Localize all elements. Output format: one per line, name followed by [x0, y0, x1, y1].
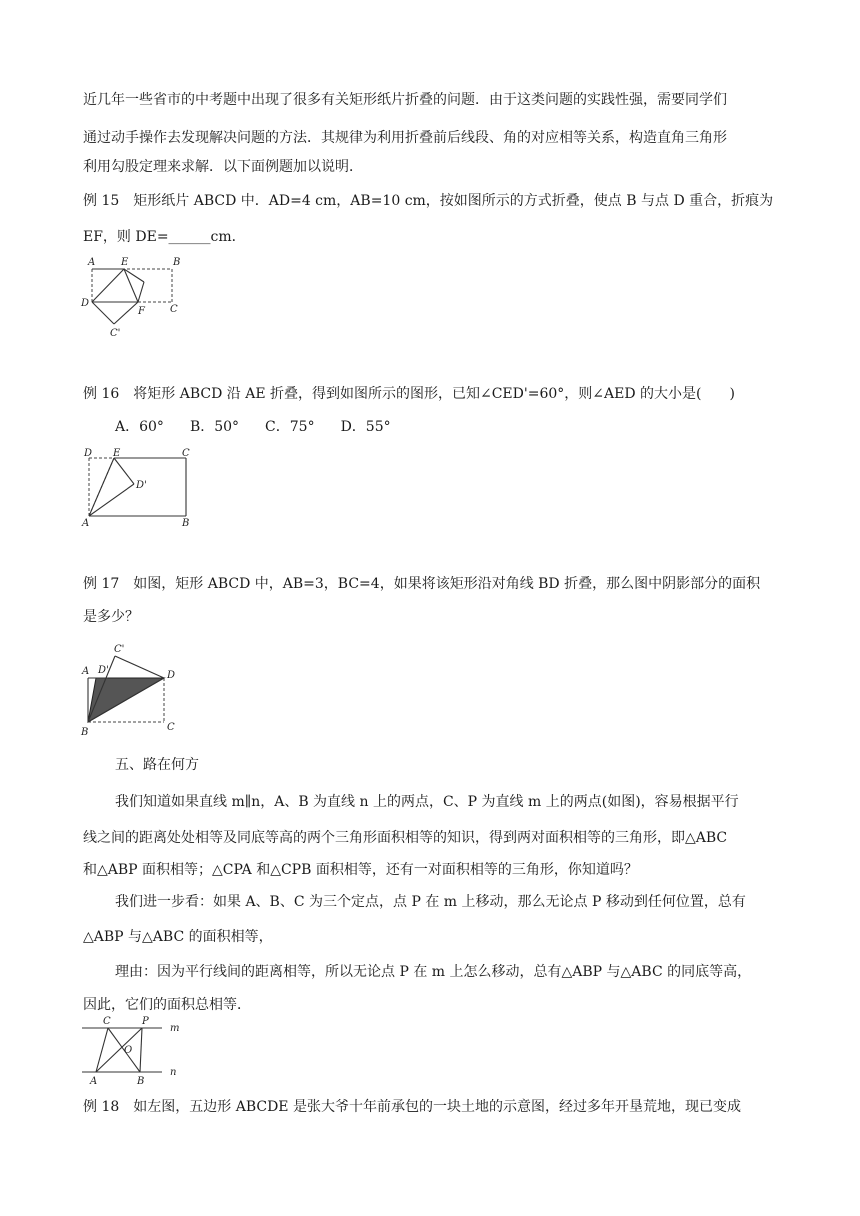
- ex18-line-1: 例 18 如左图，五边形 ABCDE 是张大爷十年前承包的一块土地的示意图，经过多年开垦荒地，现已变成: [83, 1099, 741, 1115]
- ex15-label-c: C: [170, 304, 178, 315]
- ex17-line-2: 是多少？: [83, 609, 139, 625]
- section5-para2-line-1: 我们进一步看：如果 A、B、C 为三个定点，点 P 在 m 上移动，那么无论点 P 移动到任何位置，总有: [115, 894, 746, 910]
- ex15-label-cprime: C': [110, 328, 121, 339]
- ex16-option-b[interactable]: B．50°: [189, 419, 240, 435]
- ex17-label-a: A: [82, 666, 90, 677]
- ex15-line-2: EF，则 DE=______cm．: [83, 229, 246, 245]
- fig-label-m: m: [170, 1023, 180, 1034]
- parallel-lines-solid: [82, 1028, 162, 1072]
- ex17-label-dprime: D': [98, 665, 109, 676]
- ex17-label-c: C: [167, 722, 175, 733]
- parallel-lines-figure: [78, 1016, 188, 1088]
- ex16-option-d[interactable]: D．55°: [340, 419, 391, 435]
- intro-line-1: 近几年一些省市的中考题中出现了很多有关矩形纸片折叠的问题．由于这类问题的实践性强，需要同学们: [83, 92, 727, 108]
- section5-para3-line-1: 理由：因为平行线间的距离相等，所以无论点 P 在 m 上怎么移动，总有△ABP 与△ABC 的同底等高，: [115, 964, 752, 980]
- fig-label-a: A: [90, 1076, 98, 1087]
- ex16-options: [115, 417, 815, 437]
- ex15-label-d: D: [81, 298, 90, 309]
- section5-heading: 五、路在何方: [115, 757, 199, 773]
- ex16-label-d: D: [84, 448, 93, 459]
- ex15-line-1: 例 15 矩形纸片 ABCD 中．AD=4 cm，AB=10 cm，按如图所示的方式折叠，使点 B 与点 D 重合，折痕为: [83, 193, 774, 209]
- section5-para2-line-2: △ABP 与△ABC 的面积相等，: [83, 929, 273, 945]
- ex15-label-e: E: [121, 257, 129, 268]
- intro-line-2: 通过动手操作去发现解决问题的方法．其规律为利用折叠前后线段、角的对应相等关系，构造直角三角形: [83, 130, 727, 146]
- ex15-figure: [78, 254, 188, 338]
- ex16-figure: [78, 446, 198, 530]
- ex16-question: 例 16 将矩形 ABCD 沿 AE 折叠，得到如图所示的图形，已知∠CED'=60°，则∠AED 的大小是( ): [83, 386, 735, 402]
- fig-label-n: n: [170, 1067, 177, 1078]
- ex16-label-a: A: [82, 518, 90, 529]
- ex16-option-c[interactable]: C．75°: [265, 419, 315, 435]
- fig-label-o: O: [124, 1045, 133, 1056]
- ex17-label-d: D: [167, 670, 176, 681]
- ex16-label-c: C: [182, 448, 190, 459]
- fig-label-p: P: [142, 1016, 149, 1027]
- ex15-label-f: F: [138, 306, 145, 317]
- fig-label-b: B: [137, 1076, 145, 1087]
- section5-para1-line-1: 我们知道如果直线 m∥n，A、B 为直线 n 上的两点，C、P 为直线 m 上的两点(如图)，容易根据平行: [115, 794, 739, 810]
- ex16-label-e: E: [113, 448, 121, 459]
- ex16-label-b: B: [182, 518, 190, 529]
- ex15-label-b: B: [173, 257, 181, 268]
- ex15-solid-lines: [92, 269, 144, 324]
- intro-line-3: 利用勾股定理来求解．以下面例题加以说明．: [83, 159, 363, 175]
- ex16-label-dprime: D': [136, 480, 147, 491]
- fig-label-c: C: [103, 1016, 111, 1027]
- ex15-label-a: A: [88, 257, 96, 268]
- section5-para1-line-3: 和△ABP 面积相等；△CPA 和△CPB 面积相等，还有一对面积相等的三角形，你知道吗？: [83, 862, 638, 878]
- ex17-label-b: B: [81, 727, 89, 738]
- ex17-label-cprime: C': [114, 644, 125, 655]
- section5-para3-line-2: 因此，它们的面积总相等．: [83, 997, 251, 1013]
- section5-para1-line-2: 线之间的距离处处相等及同底等高的两个三角形面积相等的知识，得到两对面积相等的三角形，即△ABC: [83, 830, 728, 846]
- ex16-option-a[interactable]: A．60°: [115, 419, 164, 435]
- ex17-line-1: 例 17 如图，矩形 ABCD 中，AB=3，BC=4，如果将该矩形沿对角线 BD 折叠，那么图中阴影部分的面积: [83, 576, 761, 592]
- ex17-figure: [78, 640, 188, 738]
